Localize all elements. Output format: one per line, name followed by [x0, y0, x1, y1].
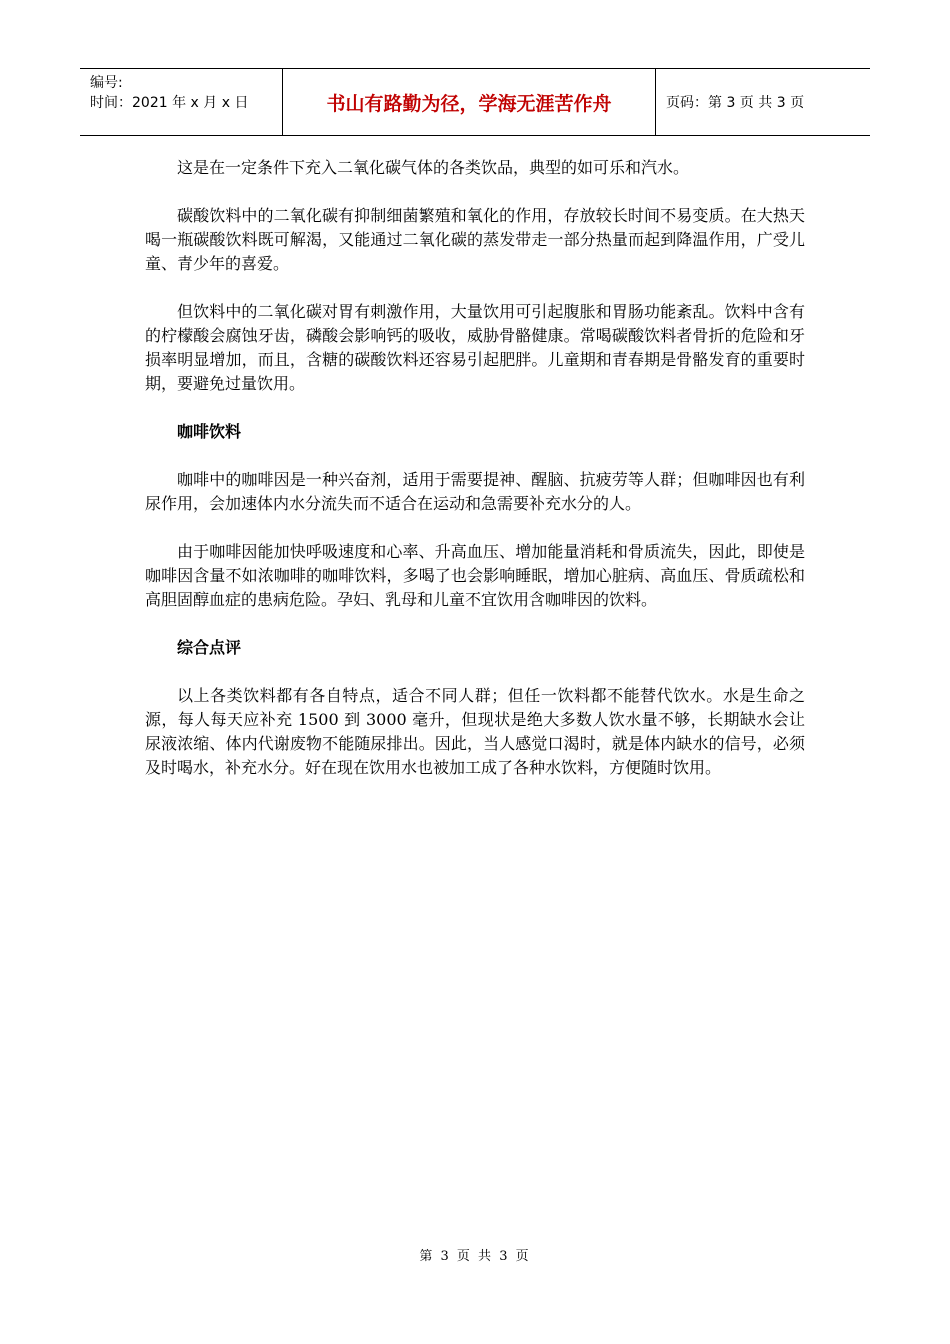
- paragraph: 咖啡中的咖啡因是一种兴奋剂，适用于需要提神、醒脑、抗疲劳等人群；但咖啡因也有利尿作用，会加速体内水分流失而不适合在运动和急需要补充水分的人。: [145, 470, 805, 513]
- section-heading-summary: 综合点评: [177, 638, 242, 657]
- paragraph: 碳酸饮料中的二氧化碳有抑制细菌繁殖和氧化的作用，存放较长时间不易变质。在大热天喝一瓶碳酸饮料既可解渴，又能通过二氧化碳的蒸发带走一部分热量而起到降温作用，广受儿童、青少年的喜爱。: [145, 206, 805, 273]
- paragraph: 由于咖啡因能加快呼吸速度和心率、升高血压、增加能量消耗和骨质流失，因此，即使是咖啡因含量不如浓咖啡的咖啡饮料，多喝了也会影响睡眠，增加心脏病、高血压、骨质疏松和高胆固醇血症的患病危险。孕妇、乳母和儿童不宜饮用含咖啡因的饮料。: [145, 542, 805, 609]
- time-label: 时间：2021 年 x 月 x 日: [90, 95, 249, 111]
- paragraph: 这是在一定条件下充入二氧化碳气体的各类饮品，典型的如可乐和汽水。: [177, 158, 690, 177]
- header-page-info: 页码：第 3 页 共 3 页: [666, 95, 805, 111]
- header-meta: [80, 69, 283, 135]
- document-header: [80, 68, 870, 136]
- page-footer: 第 3 页 共 3 页: [419, 1249, 531, 1264]
- section-heading-coffee: 咖啡饮料: [177, 422, 242, 441]
- header-motto: 书山有路勤为径，学海无涯苦作舟: [283, 69, 656, 135]
- document-body: [145, 156, 805, 804]
- paragraph: 以上各类饮料都有各自特点，适合不同人群；但任一饮料都不能替代饮水。水是生命之源，每人每天应补充 1500 到 3000 毫升，但现状是绝大多数人饮水量不够，长期缺水会让尿液浓缩、体内代谢废物不能随尿排出。因此，当人感觉口渴时，就是体内缺水的信号，必须及时喝水，补充水分。好在现在饮用水也被加工成了各种水饮料，方便随时饮用。: [145, 686, 805, 777]
- number-label: 编号:: [90, 75, 123, 91]
- paragraph: 但饮料中的二氧化碳对胃有刺激作用，大量饮用可引起腹胀和胃肠功能紊乱。饮料中含有的柠檬酸会腐蚀牙齿，磷酸会影响钙的吸收，威胁骨骼健康。常喝碳酸饮料者骨折的危险和牙损率明显增加，而且，含糖的碳酸饮料还容易引起肥胖。儿童期和青春期是骨骼发育的重要时期，要避免过量饮用。: [145, 302, 805, 393]
